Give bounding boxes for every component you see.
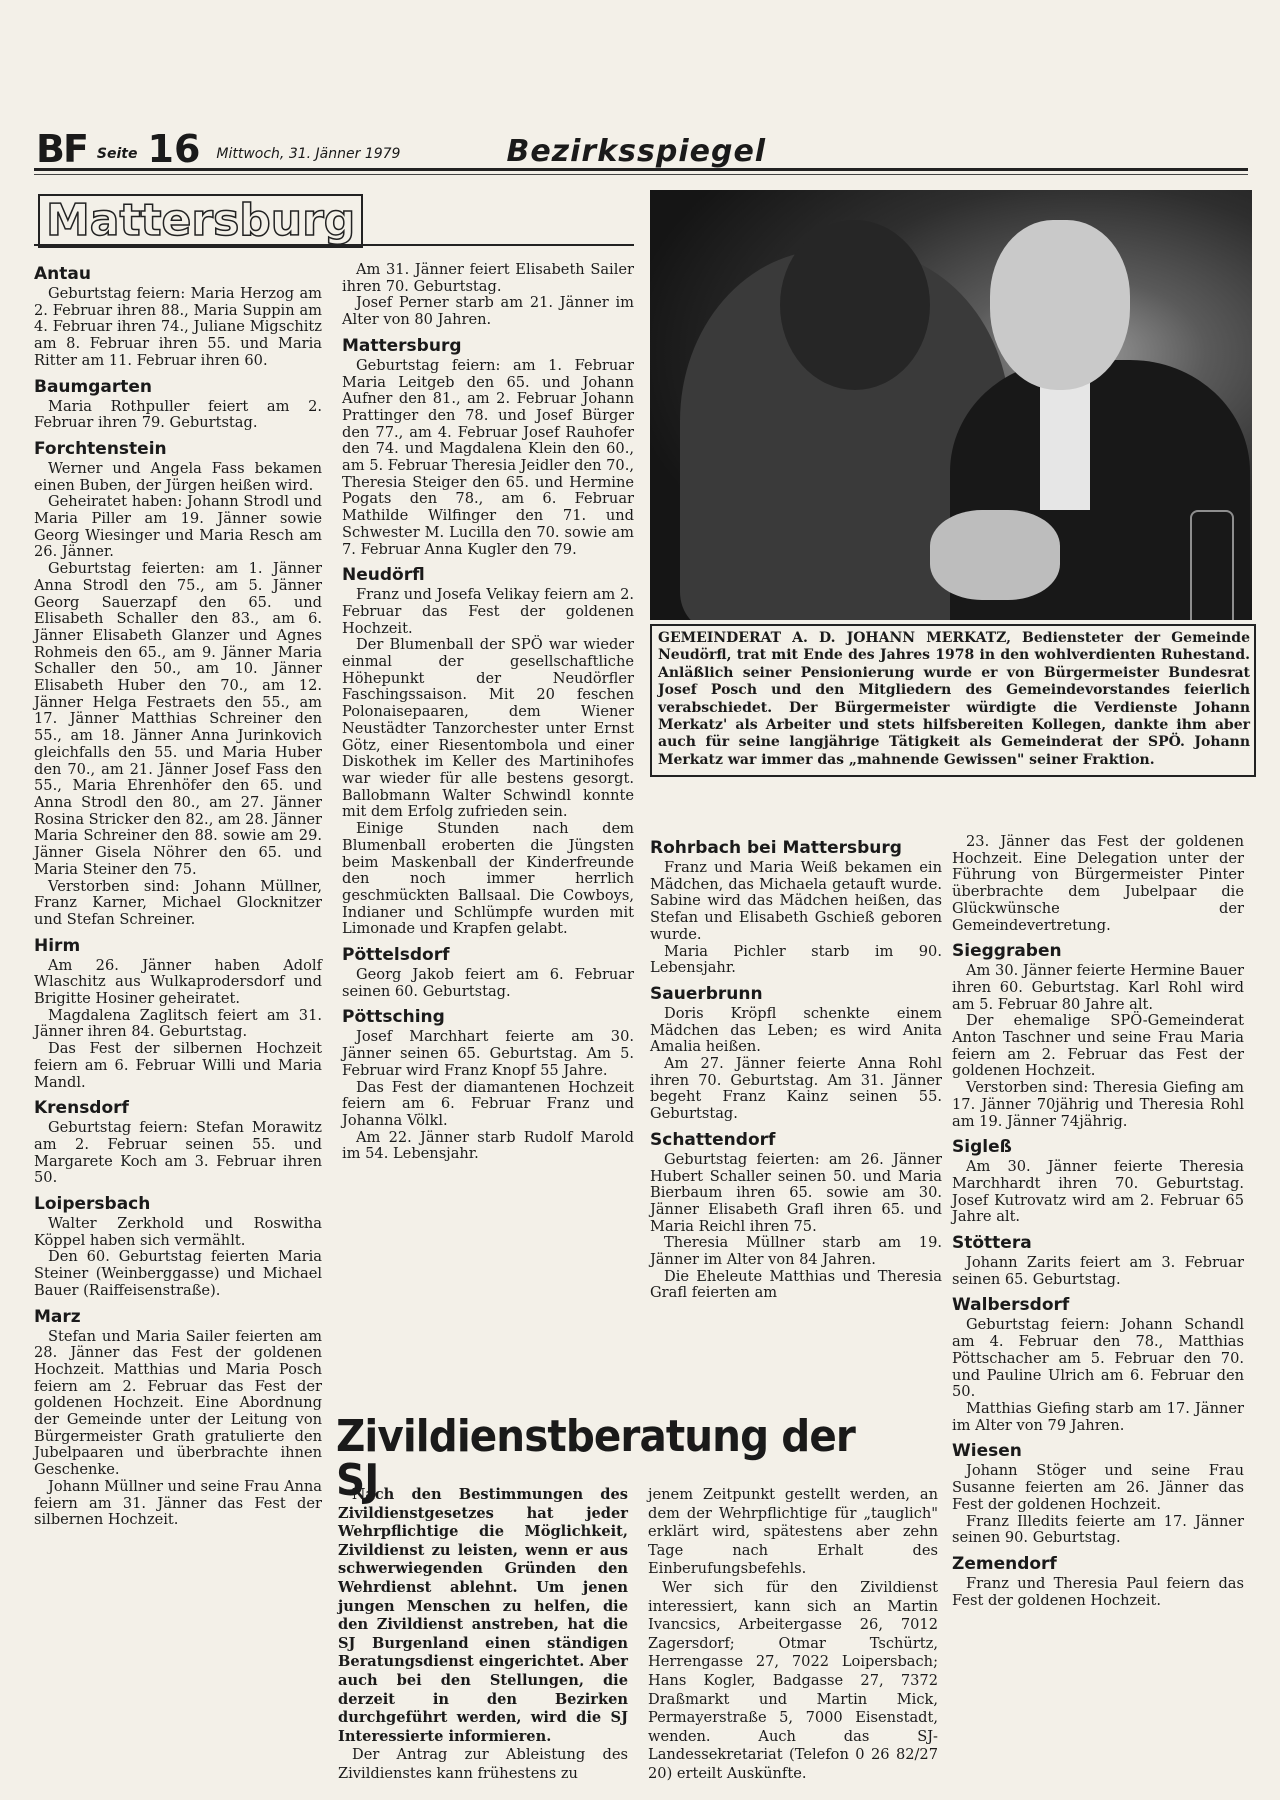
town-heading: Marz xyxy=(34,1306,81,1327)
news-paragraph: Am 27. Jänner feierte Anna Rohl ihren 70. Geburtstag. Am 31. Jänner begeht Franz Kainz seinen 55. Geburtstag. xyxy=(650,1055,942,1123)
news-paragraph: Der Blumenball der SPÖ war wieder einmal der gesellschaftliche Höhepunkt der Neudörfler Faschingssaison. Mit 20 feschen Polonaisepaaren, dem Wiener Neustädter Tanzorchester unter Ernst Götz, einer Riesentombola und einer Diskothek im Keller des Martinihofes war wieder für alle bestens gesorgt. Ballobmann Walter Schwindl konnte mit dem Erfolg zufrieden sein. xyxy=(342,636,634,821)
zivildienst-lead: Nach den Bestimmungen des Zivildienstgesetzes hat jeder Wehrpflichtige die Möglichkeit, Zivildienst zu leisten, wenn er aus schwerwiegenden Gründen den Wehrdienst ablehnt. Um jenen jungen Menschen zu helfen, die den Zivildienst anstreben, hat die SJ Burgenland einen ständigen Beratungsdienst eingerichtet. Aber auch bei den Stellungen, die derzeit in den Bezirken durchgeführt werden, wird die SJ Interessierte informieren. xyxy=(338,1486,628,1745)
town-heading: Stöttera xyxy=(952,1233,1032,1254)
news-paragraph: Geburtstag feiern: Maria Herzog am 2. Februar ihren 88., Maria Suppin am 4. Februar ihren 74., Juliane Migschitz am 8. Februar ihren 55. und Maria Ritter am 11. Februar ihren 60. xyxy=(34,285,322,369)
page-label: Seite xyxy=(96,146,138,162)
town-heading: Rohrbach bei Mattersburg xyxy=(650,838,902,858)
zivildienst-p1: Der Antrag zur Ableistung des Zivildienstes kann frühestens zu xyxy=(338,1746,628,1782)
town-heading: Baumgarten xyxy=(34,376,153,397)
column-4 xyxy=(952,834,1244,1609)
news-paragraph: Geburtstag feierten: am 26. Jänner Hubert Schaller seinen 50. und Maria Bierbaum ihren 65. sowie am 30. Jänner Elisabeth Grafl ihren 65. und Maria Reichl ihren 75. xyxy=(650,1150,942,1235)
news-paragraph: Am 30. Jänner feierte Theresia Marchhardt ihren 70. Geburtstag. Josef Kutrovatz wird am 2. Februar 65 Jahre alt. xyxy=(952,1158,1244,1226)
town-heading: Krensdorf xyxy=(34,1098,129,1119)
news-paragraph: Johann Müllner und seine Frau Anna feiern am 31. Jänner das Fest der silbernen Hochzeit. xyxy=(34,1477,322,1529)
town-heading: Antau xyxy=(34,264,91,284)
news-paragraph: Der ehemalige SPÖ-Gemeinderat Anton Taschner und seine Frau Maria feiern am 2. Februar das Fest der goldenen Hochzeit. xyxy=(952,1012,1244,1080)
news-paragraph: Geburtstag feierten: am 1. Jänner Anna Strodl den 75., am 5. Jänner Georg Sauerzapf den 65. und Elisabeth Schaller den 83., am 6. Jänner Elisabeth Glanzer und Agnes Rohmeis den 65., am 9. Jänner Maria Schaller den 50., am 10. Jänner Elisabeth Huber den 70., am 12. Jänner Helga Festraets den 55., am 17. Jänner Matthias Schreiner den 55., am 18. Jänner Anna Jurinkovich gleichfalls den 55. und Maria Huber den 70., am 21. Jänner Josef Fass den 55., Maria Ehrenhöfer den 65. und Anna Strodl den 80., am 27. Jänner Rosina Stricker den 82., am 28. Jänner Maria Schreiner den 88. sowie am 29. Jänner Gisela Nöhrer den 65. und Maria Steiner den 75. xyxy=(34,560,322,878)
news-paragraph: Matthias Giefing starb am 17. Jänner im Alter von 79 Jahren. xyxy=(952,1399,1244,1434)
news-paragraph: Am 22. Jänner starb Rudolf Marold im 54. Lebensjahr. xyxy=(342,1128,634,1163)
town-heading: Hirm xyxy=(34,935,81,956)
news-paragraph: Einige Stunden nach dem Blumenball eroberten die Jüngsten beim Maskenball der Kinderfreunde den noch immer herrlich geschmückten Ballsaal. Die Cowboys, Indianer und Schlümpfe wurden mit Limonade und Krapfen gelabt. xyxy=(342,820,634,938)
town-heading: Loipersbach xyxy=(34,1194,151,1215)
news-paragraph: Die Eheleute Matthias und Theresia Grafl feierten am xyxy=(650,1267,942,1302)
issue-date: Mittwoch, 31. Jänner 1979 xyxy=(216,146,401,162)
town-banner: Mattersburg xyxy=(38,194,363,248)
town-heading: Walbersdorf xyxy=(952,1295,1070,1316)
masthead xyxy=(36,118,1256,171)
column-2 xyxy=(342,262,634,1163)
news-paragraph: Am 26. Jänner haben Adolf Wlaschitz aus Wulkaprodersdorf und Brigitte Hosiner geheiratet. xyxy=(34,956,322,1008)
section-title: Bezirksspiegel xyxy=(506,134,767,169)
news-paragraph: Theresia Müllner starb am 19. Jänner im Alter von 84 Jahren. xyxy=(650,1234,942,1269)
town-heading: Sigleß xyxy=(952,1137,1012,1158)
column-1 xyxy=(34,264,322,1529)
news-paragraph: Stefan und Maria Sailer feierten am 28. Jänner das Fest der goldenen Hochzeit. Matthias und Maria Posch feiern am 2. Februar das Fest der goldenen Hochzeit. Eine Abordnung der Gemeinde unter der Leitung von Bürgermeister Grath gratulierte den Jubelpaaren und überbrachte ihnen Geschenke. xyxy=(34,1327,322,1479)
news-paragraph: Josef Perner starb am 21. Jänner im Alter von 80 Jahren. xyxy=(342,294,634,329)
news-paragraph: Maria Pichler starb im 90. Lebensjahr. xyxy=(650,942,942,977)
town-heading: Neudörfl xyxy=(342,565,425,586)
town-heading: Mattersburg xyxy=(342,335,462,356)
news-paragraph: Franz und Maria Weiß bekamen ein Mädchen, das Michaela getauft wurde. Sabine wird das Mädchen heißen, das Stefan und Elisabeth Gschieß geboren wurde. xyxy=(650,859,942,943)
photo-merkatz-farewell xyxy=(650,190,1252,620)
paper-logo: BF xyxy=(36,127,87,171)
news-paragraph: Johann Stöger und seine Frau Susanne feierten am 26. Jänner das Fest der goldenen Hochzeit. xyxy=(952,1462,1244,1513)
news-paragraph: 23. Jänner das Fest der goldenen Hochzeit. Eine Delegation unter der Führung von Bürgermeister Pinter überbrachte dem Jubelpaar die Glückwünsche der Gemeindevertretung. xyxy=(952,833,1244,934)
header-rule xyxy=(34,168,1248,171)
news-paragraph: Geburtstag feiern: Stefan Morawitz am 2. Februar seinen 55. und Margarete Koch am 3. Februar ihren 50. xyxy=(34,1119,322,1187)
news-paragraph: Doris Kröpfl schenkte einem Mädchen das Leben; es wird Anita Amalia heißen. xyxy=(650,1004,942,1056)
page-number: 16 xyxy=(147,127,201,171)
town-heading: Wiesen xyxy=(952,1441,1022,1462)
town-heading: Pöttsching xyxy=(342,1007,445,1028)
news-paragraph: Geheiratet haben: Johann Strodl und Maria Piller am 19. Jänner sowie Georg Wiesinger und Maria Resch am 26. Jänner. xyxy=(34,493,322,561)
news-paragraph: Geburtstag feiern: am 1. Februar Maria Leitgeb den 65. und Johann Aufner den 81., am 2. Februar Johann Prattinger den 78. und Josef Bürger den 77., am 4. Februar Josef Rauhofer den 74. und Magdalena Klein den 60., am 5. Februar Theresia Jeidler den 70., Theresia Steiger den 65. und Hermine Pogats den 78., am 6. Februar Mathilde Wilfinger den 71. und Schwester M. Lucilla den 70. sowie am 7. Februar Anna Kugler den 79. xyxy=(342,356,634,558)
news-paragraph: Verstorben sind: Johann Müllner, Franz Karner, Michael Glocknitzer und Stefan Schreiner. xyxy=(34,877,322,928)
news-paragraph: Magdalena Zaglitsch feiert am 31. Jänner ihren 84. Geburtstag. xyxy=(34,1006,322,1041)
news-paragraph: Verstorben sind: Theresia Giefing am 17. Jänner 70jährig und Theresia Rohl am 19. Jänner 74jährig. xyxy=(952,1079,1244,1130)
news-paragraph: Franz Illedits feierte am 17. Jänner seinen 90. Geburtstag. xyxy=(952,1512,1244,1547)
header-rule-thin xyxy=(34,174,1248,175)
town-heading: Zemendorf xyxy=(952,1553,1057,1574)
town-heading: Sieggraben xyxy=(952,941,1062,962)
town-heading: Forchtenstein xyxy=(34,438,167,459)
news-paragraph: Georg Jakob feiert am 6. Februar seinen 60. Geburtstag. xyxy=(342,966,634,1000)
town-rule xyxy=(34,244,634,246)
town-heading: Pöttelsdorf xyxy=(342,945,450,966)
zivildienst-p3: Wer sich für den Zivildienst interessiert, kann sich an Martin Ivancsics, Arbeitergasse 26, 7012 Zagersdorf; Otmar Tschürtz, Herrengasse 27, 7022 Loipersbach; Hans Kogler, Badgasse 27, 7372 Draßmarkt und Martin Mick, Permayerstraße 5, 7000 Eisenstadt, wenden. Auch das SJ-Landessekretariat (Telefon 0 26 82/27 20) erteilt Auskünfte. xyxy=(648,1578,938,1782)
news-paragraph: Am 30. Jänner feierte Hermine Bauer ihren 60. Geburtstag. Karl Rohl wird am 5. Februar 80 Jahre alt. xyxy=(952,962,1244,1013)
news-paragraph: Walter Zerkhold und Roswitha Köppel haben sich vermählt. xyxy=(34,1215,322,1249)
zivildienst-col-b xyxy=(648,1486,938,1784)
news-paragraph: Franz und Josefa Velikay feiern am 2. Februar das Fest der goldenen Hochzeit. xyxy=(342,586,634,637)
town-heading: Schattendorf xyxy=(650,1129,776,1150)
town-heading: Sauerbrunn xyxy=(650,983,763,1004)
news-paragraph: Den 60. Geburtstag feierten Maria Steiner (Weinberggasse) und Michael Bauer (Raiffeisenstraße). xyxy=(34,1248,322,1299)
news-paragraph: Werner und Angela Fass bekamen einen Buben, der Jürgen heißen wird. xyxy=(34,459,322,494)
news-paragraph: Am 31. Jänner feiert Elisabeth Sailer ihren 70. Geburtstag. xyxy=(342,261,634,295)
zivildienst-headline: Zivildienstberatung der SJ xyxy=(336,1411,855,1506)
news-paragraph: Josef Marchhart feierte am 30. Jänner seinen 65. Geburtstag. Am 5. Februar wird Franz Knopf 55 Jahre. xyxy=(342,1028,634,1079)
zivildienst-col-a xyxy=(338,1486,628,1784)
news-paragraph: Das Fest der silbernen Hochzeit feiern am 6. Februar Willi und Maria Mandl. xyxy=(34,1040,322,1091)
news-paragraph: Maria Rothpuller feiert am 2. Februar ihren 79. Geburtstag. xyxy=(34,397,322,432)
news-paragraph: Geburtstag feiern: Johann Schandl am 4. Februar den 78., Matthias Pöttschacher am 5. Februar den 70. und Pauline Ulrich am 6. Februar den 50. xyxy=(952,1316,1244,1401)
zivildienst-p2: jenem Zeitpunkt gestellt werden, an dem der Wehrpflichtige für „tauglich" erklärt wird, spätestens aber zehn Tage nach Erhalt des Einberufungsbefehls. xyxy=(648,1486,938,1578)
photo-caption: GEMEINDERAT A. D. JOHANN MERKATZ, Bediensteter der Gemeinde Neudörfl, trat mit Ende des Jahres 1978 in den wohlverdienten Ruhestand. Anläßlich seiner Pensionierung wurde er von Bürgermeister Bundesrat Josef Posch und den Mitgliedern des Gemeindevorstandes feierlich verabschiedet. Der Bürgermeister würdigte die Verdienste Johann Merkatz' als Arbeiter und stets hilfsbereiten Kollegen, dankte ihm aber auch für seine langjährige Tätigkeit als Gemeinderat der SPÖ. Johann Merkatz war immer das „mahnende Gewissen" seiner Fraktion. xyxy=(650,624,1256,777)
news-paragraph: Das Fest der diamantenen Hochzeit feiern am 6. Februar Franz und Johanna Völkl. xyxy=(342,1078,634,1129)
column-3 xyxy=(650,838,942,1302)
news-paragraph: Johann Zarits feiert am 3. Februar seinen 65. Geburtstag. xyxy=(952,1254,1244,1288)
news-paragraph: Franz und Theresia Paul feiern das Fest der goldenen Hochzeit. xyxy=(952,1574,1244,1609)
